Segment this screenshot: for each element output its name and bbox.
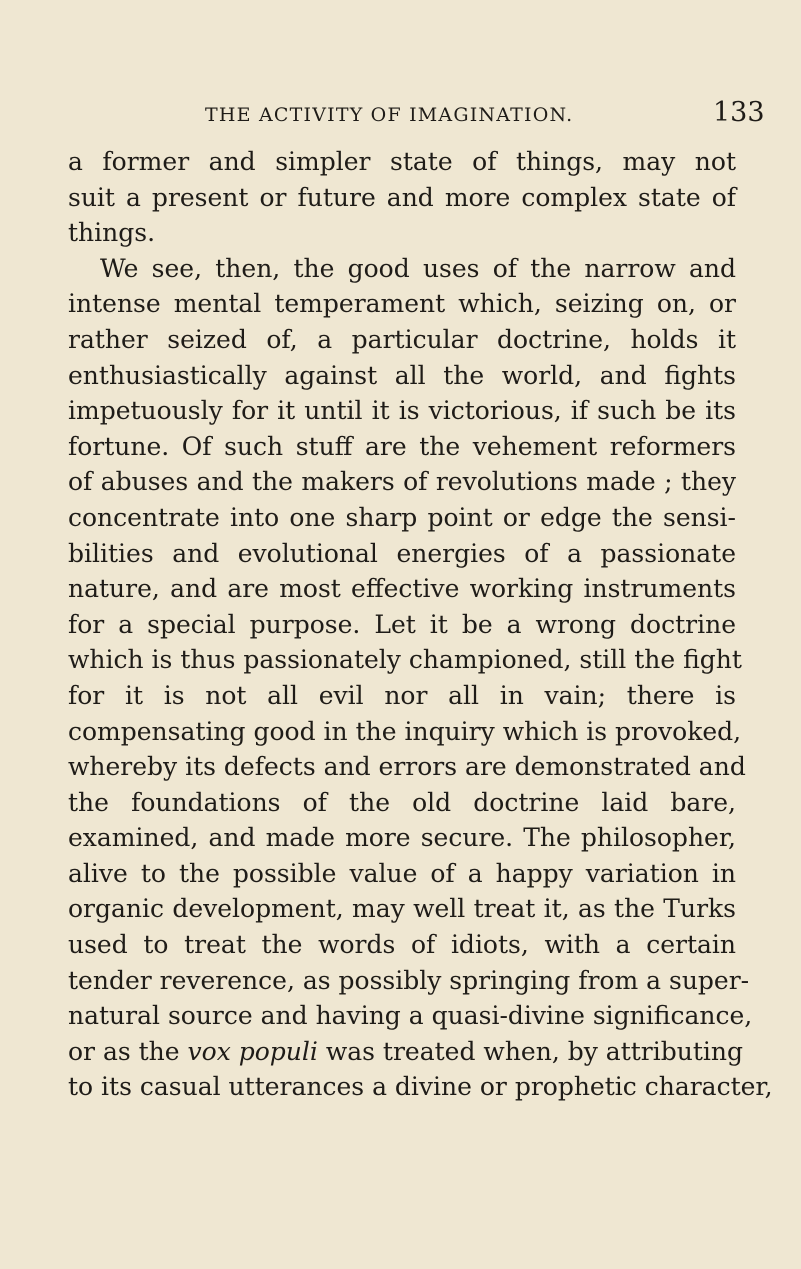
text-line: tender reverence, as possibly springing from a super- [68,965,750,995]
text-line: fortune. Of such stuff are the vehement reformers [68,431,736,461]
text-line: things. [68,218,156,248]
text-line: the foundations of the old doctrine laid bare, [68,787,736,817]
text-line: organic development, may well treat it, as the Turks [68,894,736,924]
text-line: nature, and are most effective working instruments [68,574,736,604]
text-line: to its casual utterances a divine or prophetic character, [68,1072,773,1102]
text-line: concentrate into one sharp point or edge the sensi- [68,502,736,532]
running-title: THE ACTIVITY OF IMAGINATION. [205,104,574,126]
body-text [68,144,773,1105]
italic-phrase: vox populi [187,1036,318,1066]
text-line: natural source and having a quasi-divine significance, [68,1001,753,1031]
text-line: suit a present or future and more complex state of [68,182,736,212]
text-line: whereby its defects and errors are demonstrated and [68,752,746,782]
text-line: used to treat the words of idiots, with a certain [68,930,736,960]
text-line: alive to the possible value of a happy variation in [68,858,736,888]
text-line: bilities and evolutional energies of a passionate [68,538,736,568]
text-line-with-italic [68,1034,743,1070]
text-line: rather seized of, a particular doctrine, holds it [68,324,736,354]
text-line: a former and simpler state of things, may not [68,147,736,176]
page-number: 133 [713,97,765,128]
text-line: which is thus passionately championed, still the fight [68,645,742,675]
text-line: impetuously for it until it is victorious, if such be its [68,396,736,426]
running-head [0,97,801,130]
text-line: examined, and made more secure. The philosopher, [68,823,736,853]
text-segment: or as the [68,1036,188,1066]
text-line: intense mental temperament which, seizing on, or [68,289,736,319]
text-segment: was treated when, by attributing [317,1036,743,1066]
text-line: for a special purpose. Let it be a wrong doctrine [68,609,736,639]
text-line: of abuses and the makers of revolutions made ; they [68,467,736,497]
text-line: for it is not all evil nor all in vain; there is [68,680,736,710]
text-line: compensating good in the inquiry which is provoked, [68,716,742,746]
text-line: enthusiastically against all the world, and fights [68,360,736,390]
paragraph-start-line: We see, then, the good uses of the narrow and [100,253,736,283]
